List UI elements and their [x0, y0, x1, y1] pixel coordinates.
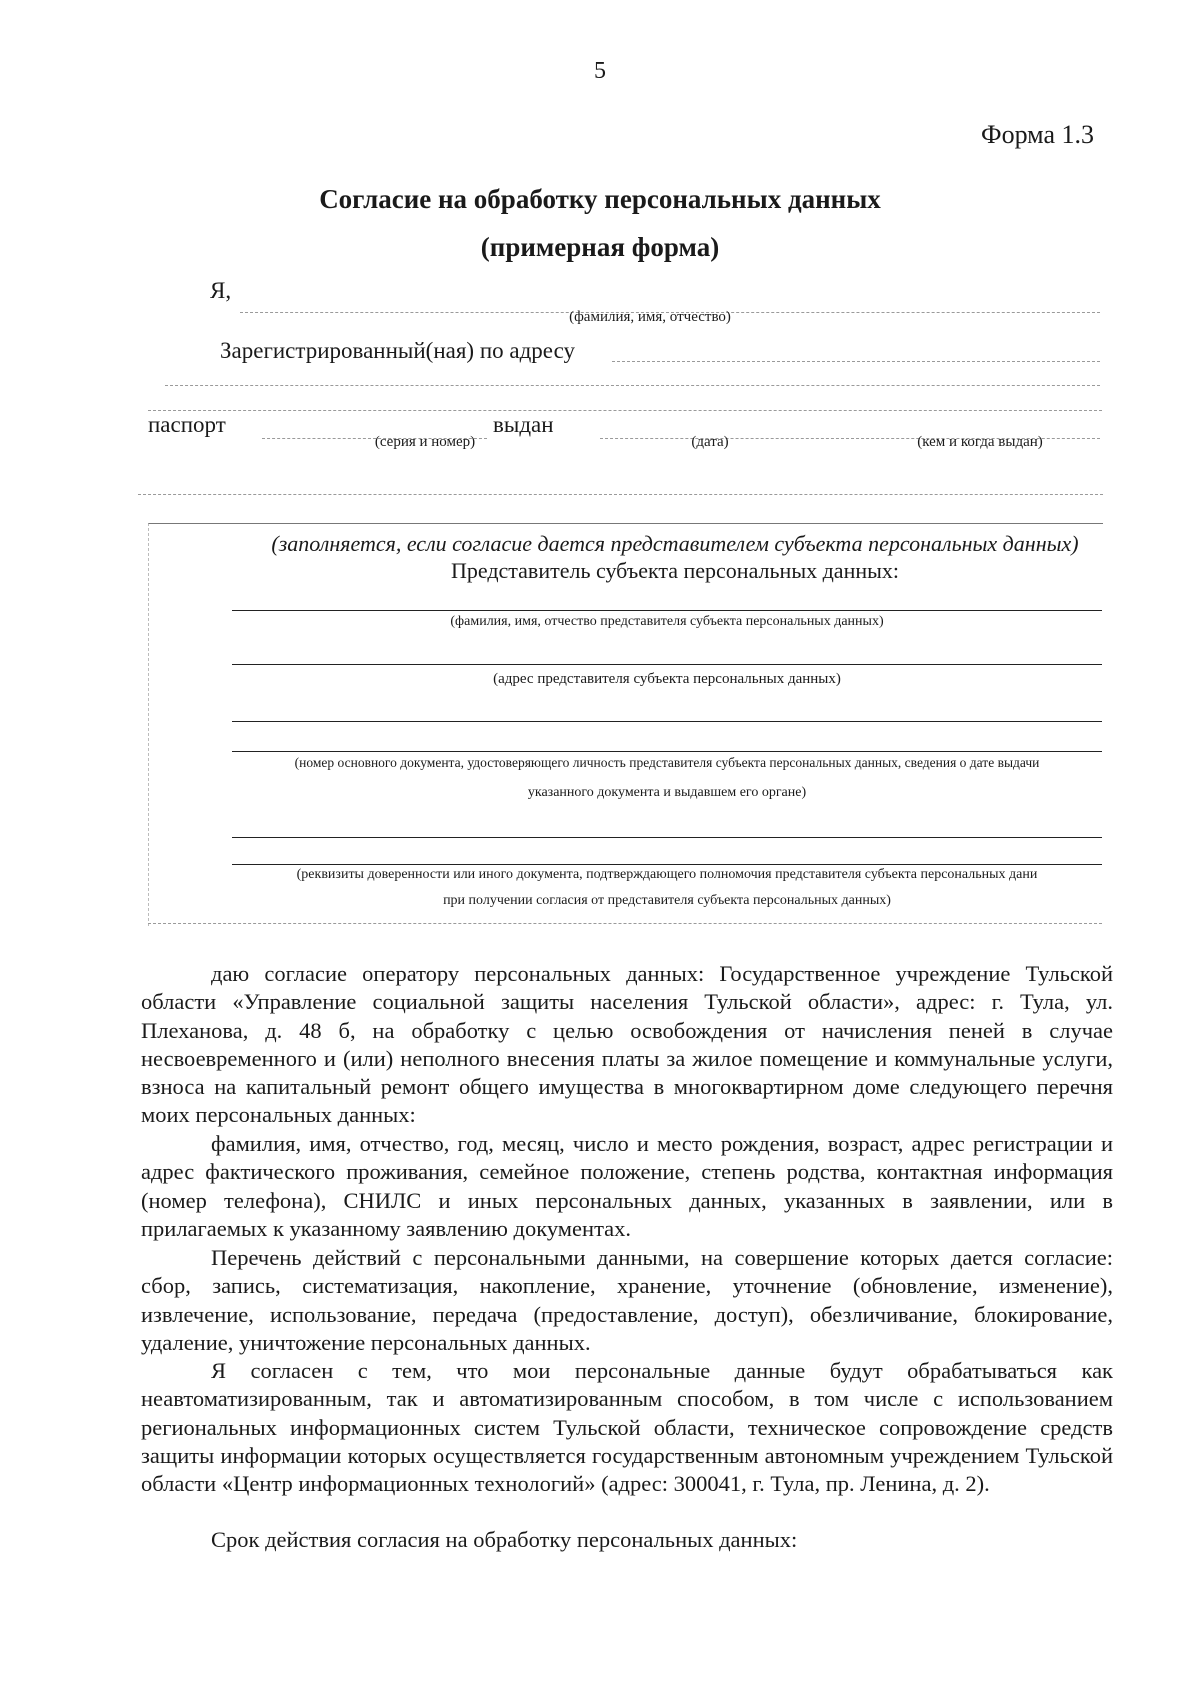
processing-paragraph: Я согласен с тем, что мои персональные данные будут обрабатываться как неавтоматизированным, так и автоматизированным способом, в том числе с использованием региональных информационных систем Тульской области, техническое сопровождение средств защиты информации которых осуществляется государственным автономным учреждением Тульской области «Центр информационных технологий» (адрес: 300041, г. Тула, пр. Ленина, д. 2). [141, 1358, 1113, 1497]
address-label: Зарегистрированный(ная) по адресу [220, 338, 575, 363]
series-caption: (серия и номер) [374, 434, 476, 450]
rep-proxy-line-2[interactable] [232, 864, 1102, 865]
issued-label: выдан [493, 412, 554, 437]
rep-address-line[interactable] [232, 664, 1102, 665]
rep-fio-line[interactable] [232, 610, 1102, 611]
rep-box-bottom-line [148, 923, 1102, 924]
validity-paragraph: Срок действия согласия на обработку персональных данных: [211, 1527, 798, 1552]
rep-document-line-2[interactable] [232, 751, 1102, 752]
document-title: Согласие на обработку персональных данных [319, 184, 881, 214]
issuer-caption: (кем и когда выдан) [917, 434, 1043, 450]
rep-document-caption-2: указанного документа и выдавшем его органе) [527, 785, 807, 800]
rep-address-caption: (адрес представителя субъекта персональных данных) [493, 671, 841, 687]
form-label: Форма 1.3 [981, 120, 1094, 149]
address-field-line-2[interactable] [165, 385, 1100, 386]
rep-proxy-caption-1: (реквизиты доверенности или иного документа, подтверждающего полномочия представителя субъекта персональных дани [296, 867, 1038, 882]
i-label: Я, [210, 278, 232, 303]
rep-proxy-line[interactable] [232, 837, 1102, 838]
consent-paragraph-1: даю согласие оператору персональных данных: Государственное учреждение Тульской области «Управление социальной защиты населения Тульской области», адрес: г. Тула, ул. Плеханова, д. 48 б, на обработку с целью освобождения от начисления пеней в случае несвоевременного и (или) неполного внесения платы за жилое помещение и коммунальные услуги, взноса на капитальный ремонт общего имущества в многоквартирном доме следующего перечня моих персональных данных: [141, 961, 1113, 1128]
rep-document-caption-1: (номер основного документа, удостоверяющего личность представителя субъекта персональных данных, сведения о дате выдачи [294, 755, 1040, 770]
document-subtitle: (примерная форма) [480, 232, 720, 262]
date-caption: (дата) [691, 434, 729, 450]
data-list-paragraph: фамилия, имя, отчество, год, месяц, число и место рождения, возраст, адрес регистрации и адрес фактического проживания, семейное положение, степень родства, контактная информация (номер телефона), СНИЛС и иных персональных данных, указанных в заявлении, или в прилагаемых к указанному заявлению документах. [141, 1131, 1113, 1241]
representative-note: (заполняется, если согласие дается представителем субъекта персональных данных) [271, 531, 1079, 556]
address-field-line-3[interactable] [148, 410, 1102, 411]
passport-label: паспорт [148, 412, 226, 437]
actions-paragraph: Перечень действий с персональными данными, на совершение которых дается согласие: сбор, запись, систематизация, накопление, хранение, уточнение (обновление, изменение), извлечение, использование, передача (предоставление, доступ), обезличивание, блокирование, удаление, уничтожение персональных данных. [141, 1245, 1113, 1355]
page-number: 5 [594, 58, 606, 84]
rep-fio-caption: (фамилия, имя, отчество представителя субъекта персональных данных) [450, 614, 884, 629]
fio-caption: (фамилия, имя, отчество) [569, 309, 731, 325]
rep-document-line[interactable] [232, 721, 1102, 722]
representative-heading: Представитель субъекта персональных данных: [450, 558, 900, 583]
rep-proxy-caption-2: при получении согласия от представителя субъекта персональных данных) [443, 893, 891, 908]
passport-extra-line[interactable] [138, 494, 1103, 495]
address-field-line[interactable] [612, 361, 1100, 362]
